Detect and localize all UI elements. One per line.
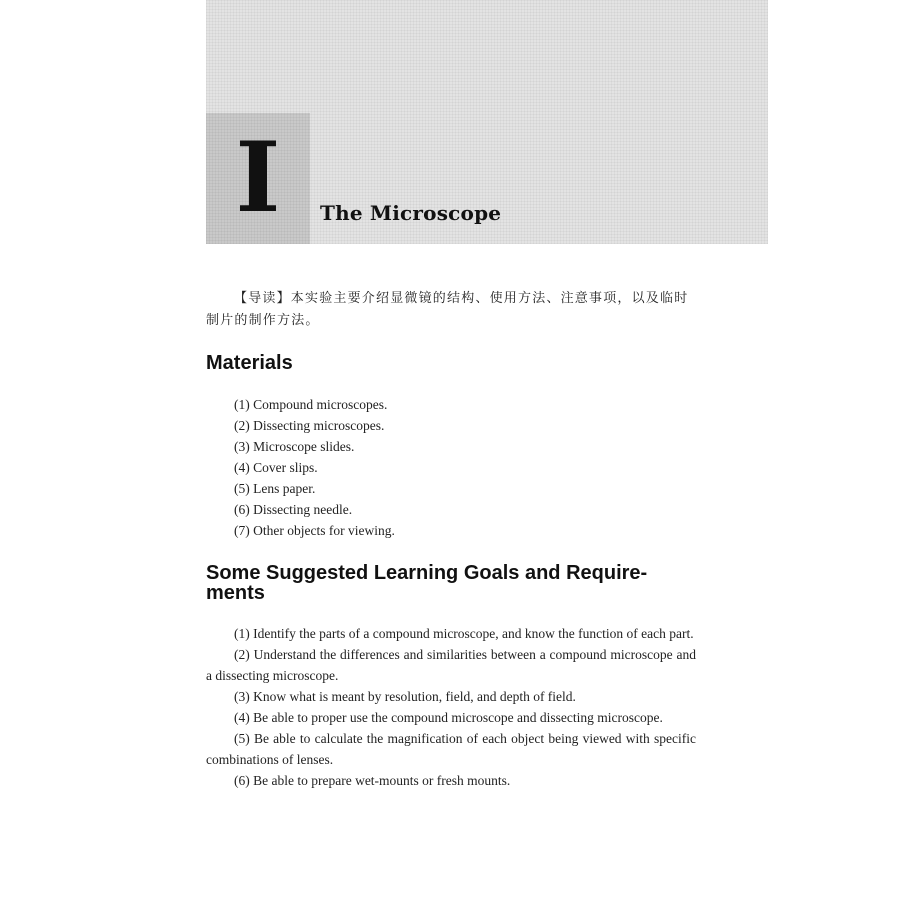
chapter-guide-paragraph: 【导读】本实验主要介绍显微镜的结构、使用方法、注意事项，以及临时制片的制作方法。 xyxy=(206,291,689,328)
materials-list xyxy=(234,394,395,541)
materials-list-item: (7) Other objects for viewing. xyxy=(234,523,395,538)
materials-list-item: (1) Compound microscopes. xyxy=(234,397,388,412)
learning-goals-heading-line-2: ments xyxy=(206,582,265,604)
learning-goal-item: (5) Be able to calculate the magnification of each object being viewed with specific combinations of lenses. xyxy=(206,731,696,767)
learning-goal-item: (2) Understand the differences and similarities between a compound microscope and a dissecting microscope. xyxy=(206,647,696,683)
materials-list-item: (4) Cover slips. xyxy=(234,460,318,475)
materials-list-item: (2) Dissecting microscopes. xyxy=(234,418,385,433)
learning-goal-item: (6) Be able to prepare wet-mounts or fresh mounts. xyxy=(234,773,511,788)
chapter-numeral: I xyxy=(235,121,281,234)
materials-list-item: (6) Dissecting needle. xyxy=(234,502,353,517)
learning-goals-heading-line-1: Some Suggested Learning Goals and Require- xyxy=(206,562,648,584)
learning-goal-item: (1) Identify the parts of a compound microscope, and know the function of each part. xyxy=(234,626,694,641)
materials-heading: Materials xyxy=(206,352,293,374)
learning-goals-list xyxy=(206,623,696,791)
materials-list-item: (3) Microscope slides. xyxy=(234,439,355,454)
learning-goal-item: (3) Know what is meant by resolution, field, and depth of field. xyxy=(234,689,576,704)
materials-list-item: (5) Lens paper. xyxy=(234,481,316,496)
learning-goal-item: (4) Be able to proper use the compound microscope and dissecting microscope. xyxy=(234,710,663,725)
chapter-title: The Microscope xyxy=(320,201,502,225)
learning-goals-heading xyxy=(206,563,706,603)
